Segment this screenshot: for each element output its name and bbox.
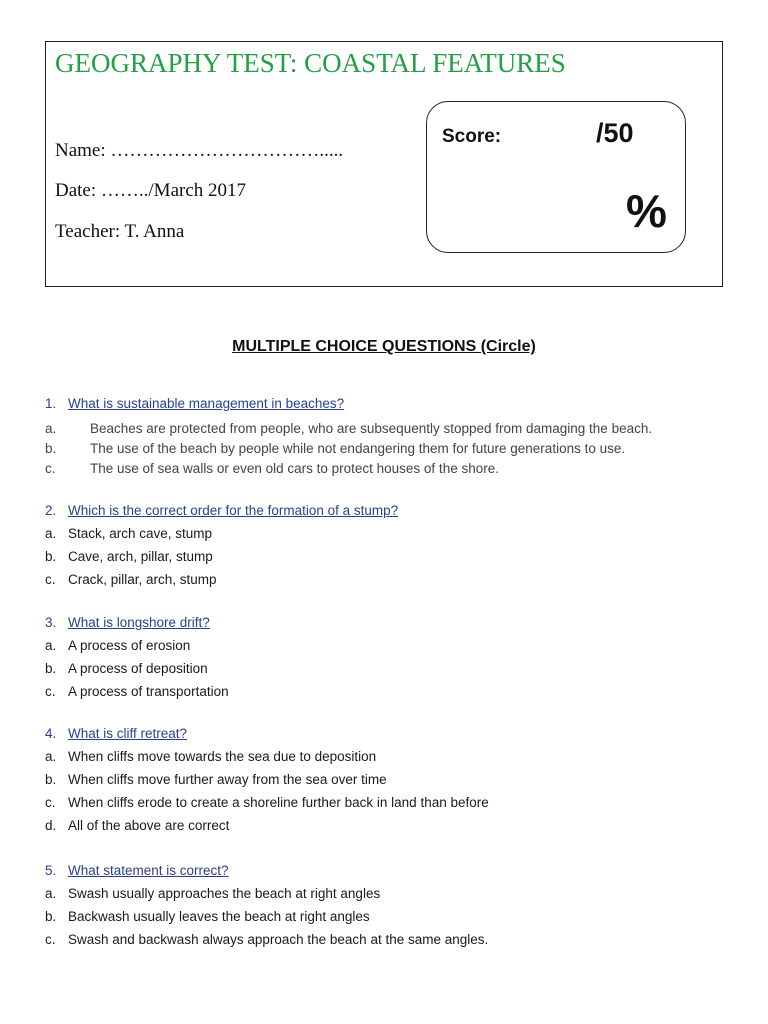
question-text: What is sustainable management in beaches? xyxy=(68,396,345,411)
option-letter: a. xyxy=(45,526,57,541)
option-c[interactable] xyxy=(45,932,488,947)
option-letter: b. xyxy=(45,909,57,924)
question-title xyxy=(45,726,187,741)
option-text: The use of the beach by people while not endangering them for future generations to use. xyxy=(90,441,626,456)
option-text: When cliffs move towards the sea due to deposition xyxy=(68,749,377,764)
option-text: A process of deposition xyxy=(68,661,208,676)
option-text: Stack, arch cave, stump xyxy=(68,526,213,541)
option-letter: b. xyxy=(45,661,57,676)
question-title xyxy=(45,863,229,878)
option-letter: a. xyxy=(45,421,57,436)
question-number: 5. xyxy=(45,863,57,878)
question-number: 3. xyxy=(45,615,57,630)
option-c[interactable] xyxy=(45,572,217,587)
option-letter: c. xyxy=(45,932,56,947)
option-b[interactable] xyxy=(45,441,625,456)
option-a[interactable] xyxy=(45,421,652,436)
score-label: Score: xyxy=(442,126,502,147)
question-title xyxy=(45,503,398,518)
option-a[interactable] xyxy=(45,526,212,541)
option-a[interactable] xyxy=(45,749,376,764)
question-number: 1. xyxy=(45,396,57,411)
option-text: Backwash usually leaves the beach at right angles xyxy=(68,909,370,924)
option-text: The use of sea walls or even old cars to protect houses of the shore. xyxy=(90,461,499,476)
option-letter: c. xyxy=(45,572,56,587)
teacher-field: Teacher: T. Anna xyxy=(55,221,185,242)
score-percent: % xyxy=(626,185,667,237)
question-title xyxy=(45,396,344,411)
date-field: Date: ……../March 2017 xyxy=(55,180,247,201)
option-text: Beaches are protected from people, who are subsequently stopped from damaging the beach. xyxy=(90,421,653,436)
option-text: Crack, pillar, arch, stump xyxy=(68,572,217,587)
option-c[interactable] xyxy=(45,795,489,810)
option-a[interactable] xyxy=(45,886,380,901)
option-c[interactable] xyxy=(45,461,499,476)
question-text: Which is the correct order for the formation of a stump? xyxy=(68,503,399,518)
option-letter: d. xyxy=(45,818,57,833)
question-text: What statement is correct? xyxy=(68,863,229,878)
option-text: When cliffs erode to create a shoreline further back in land than before xyxy=(68,795,489,810)
option-b[interactable] xyxy=(45,549,213,564)
question-number: 4. xyxy=(45,726,57,741)
question-title xyxy=(45,615,210,630)
option-letter: a. xyxy=(45,638,57,653)
test-title: GEOGRAPHY TEST: COASTAL FEATURES xyxy=(55,48,566,78)
option-text: A process of transportation xyxy=(68,684,229,699)
option-letter: b. xyxy=(45,441,57,456)
score-box xyxy=(426,101,686,253)
option-text: Swash usually approaches the beach at right angles xyxy=(68,886,381,901)
section-heading: MULTIPLE CHOICE QUESTIONS (Circle) xyxy=(232,338,536,355)
option-b[interactable] xyxy=(45,661,208,676)
option-letter: c. xyxy=(45,684,56,699)
option-letter: c. xyxy=(45,461,56,476)
option-text: A process of erosion xyxy=(68,638,191,653)
option-text: Swash and backwash always approach the beach at the same angles. xyxy=(68,932,489,947)
option-letter: a. xyxy=(45,749,57,764)
test-header xyxy=(45,41,723,287)
option-letter: b. xyxy=(45,549,57,564)
option-text: Cave, arch, pillar, stump xyxy=(68,549,213,564)
option-b[interactable] xyxy=(45,909,370,924)
option-d[interactable] xyxy=(45,818,229,833)
option-letter: c. xyxy=(45,795,56,810)
option-c[interactable] xyxy=(45,684,229,699)
question-number: 2. xyxy=(45,503,57,518)
name-field: Name: ……………………………..... xyxy=(55,140,344,161)
option-a[interactable] xyxy=(45,638,190,653)
option-letter: b. xyxy=(45,772,57,787)
option-text: All of the above are correct xyxy=(68,818,230,833)
option-b[interactable] xyxy=(45,772,387,787)
question-text: What is longshore drift? xyxy=(68,615,210,630)
option-letter: a. xyxy=(45,886,57,901)
score-total: /50 xyxy=(596,118,634,148)
option-text: When cliffs move further away from the sea over time xyxy=(68,772,387,787)
question-text: What is cliff retreat? xyxy=(68,726,188,741)
